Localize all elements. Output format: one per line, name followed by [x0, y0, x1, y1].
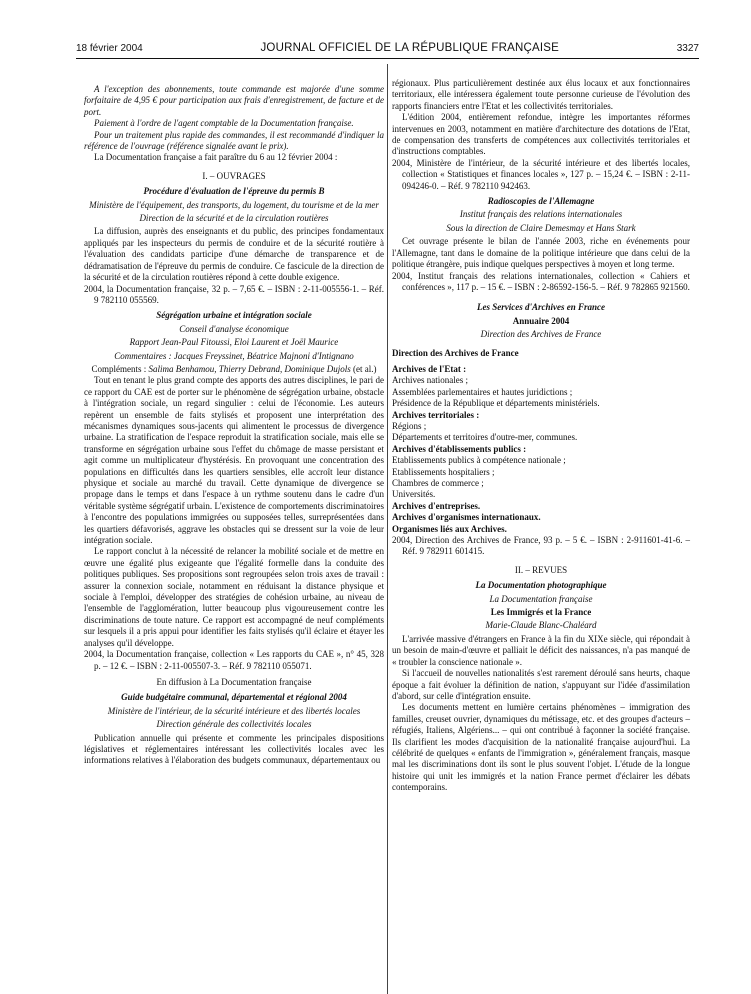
org-item: Chambres de commerce ;: [392, 478, 484, 488]
work-author: Marie-Claude Blanc-Chaléard: [485, 620, 597, 631]
org-item: Présidence de la République et départements ministériels.: [392, 398, 600, 409]
work-description: Publication annuelle qui présente et commente les principales dispositions législatives et réglementaires intéressant les collectivités locales avec les informations relatives à l'élaboration des budgets communaux, départementaux ou: [84, 732, 384, 766]
work-description: L'édition 2004, entièrement refondue, intègre les importantes réformes intervenues en 2003, notamment en matière d'architecture des dotations de l'Etat, de compensation des transferts de compétences aux collectivités territoriales et d'instructions comptables.: [392, 112, 690, 157]
work-direction: Sous la direction de Claire Demesmay et Hans Stark: [446, 222, 636, 233]
work-description: Le rapport conclut à la nécessité de relancer la mobilité sociale et de mettre en œuvre une égalité plus exigeante que l'égalité formelle dans la conduite des politiques publiques. Ses propositions sont regroupées selon trois axes de travail : assurer la connexion sociale, notamment en réduisant la distance physique et sociale à l'emploi, développer des stratégies de cohésion urbaine, au niveau de l'ensemble de l'agglomération, lutter beaucoup plus vigoureusement contre les discriminations de toute nature. Ce rapport est accompagné de neuf compléments sur lesquels il a pris appui pour identifier les faits stylisés qu'il éclaire et étayer les analyses qu'il développe.: [84, 546, 384, 648]
work-reference: 2004, la Documentation française, 32 p. – 7,65 €. – ISBN : 2-11-005556-1. – Réf. 9 782110 055569.: [84, 283, 384, 305]
org-item: Départements et territoires d'outre-mer, communes.: [392, 432, 578, 443]
work-description: Tout en tenant le plus grand compte des apports des autres disciplines, le pari de ce rapport du CAE est de porter sur le phénomène de ségrégation urbaine, obstacle à l'intégration sociale, un regard singulier : celui de l'économie. Les auteurs repèrent un ensemble de faits stylisés et proposent une interprétation des mécanismes dynamiques sous-jacents qui alimentent le processus de divergence urbaine. La stratification de l'espace reproduit la stratification sociale, mais elle se transforme en ségrégation urbaine sous l'effet du chômage de masse persistant et agit comme un multiplicateur d'hystérésis. En provoquant une concentration des populations en difficultés dans les quartiers sensibles, elle accroît leur distance physique et sociale au marché du travail. Cette dynamique de divergence se propage dans le temps et dans l'espace à un rythme soutenu dans le cadre d'un véritable système ségrégatif urbain. L'existence de comportements discriminatoires à l'encontre des populations immigrées ou supposées telles, surreprésentées dans les quartiers défavorisés, aggrave les obstacles qui se dressent sur la voie de leur intégration sociale.: [84, 375, 384, 546]
work-author: Ministère de l'intérieur, de la sécurité intérieure et des libertés locales: [107, 705, 361, 716]
org-subheading: Archives d'organismes internationaux.: [392, 512, 541, 523]
work-description: régionaux. Plus particulièrement destinée aux élus locaux et aux fonctionnaires territoriaux, elle intéressera également toute personne curieuse de l'évolution des rapports financiers entre l'Etat et les collectivités territoriales.: [392, 78, 690, 111]
work-description: Les documents mettent en lumière certains phénomènes – immigration des familles, creuset ouvrier, dynamiques du métissage, etc. et des groupes d'acteurs – réfugiés, Italiens, Algériens... – qui ont contribué à façonner la société française. Ils clarifient les modes d'acquisition de la nationalité française aujourd'hui. La célébrité de quelques « enfants de l'immigration », généralement français, masque mal les discriminations dont ils sont le plus souvent l'objet. L'étude de la longue histoire qui unit les immigrés et la nation France permet d'éclairer les débats contemporains.: [392, 702, 690, 793]
intro-paragraph: A l'exception des abonnements, toute commande est majorée d'une somme forfaitaire de 4,95 € pour participation aux frais d'enregistrement, de facture et de port.: [84, 84, 384, 117]
left-column: [84, 84, 384, 767]
org-subheading: Archives territoriales :: [392, 409, 480, 420]
org-item: Universités.: [392, 489, 436, 500]
section-heading: II. – REVUES: [514, 564, 568, 575]
org-item: Archives nationales ;: [392, 375, 468, 386]
intro-paragraph: La Documentation française a fait paraître du 6 au 12 février 2004 :: [94, 152, 338, 163]
right-column: [392, 78, 690, 794]
org-subheading: Archives d'entreprises.: [392, 500, 481, 511]
work-reference: 2004, la Documentation française, collection « Les rapports du CAE », n° 45, 328 p. – 12 €. – ISBN : 2-11-005507-3. – Réf. 9 782110 055071.: [84, 649, 384, 671]
work-title: Guide budgétaire communal, départemental et régional 2004: [121, 692, 347, 703]
work-title: Radioscopies de l'Allemagne: [487, 196, 595, 207]
work-author: Direction des Archives de France: [480, 329, 602, 340]
work-author: Institut français des relations internationales: [459, 209, 623, 220]
work-description: La diffusion, auprès des enseignants et du public, des principes fondamentaux appliqués par les inspecteurs du permis de conduire et de la sécurité routière à l'évaluation des candidats participe d'une démarche de transparence et de dédramatisation de l'épreuve du permis de conduire. Ce fascicule de la direction de la sécurité et de la circulation routières répond à cette double exigence.: [84, 226, 384, 283]
org-subheading: Archives de l'Etat :: [392, 363, 467, 374]
work-publisher: La Documentation française: [489, 593, 593, 604]
work-reference: 2004, Ministère de l'intérieur, de la sécurité intérieure et des libertés locales, collection « Statistiques et finances locales », 127 p. – 15,24 €. – ISBN : 2-11-094246-0. – Réf. 9 782110 942463.: [392, 157, 690, 191]
work-description: Cet ouvrage présente le bilan de l'année 2003, riche en événements pour l'Allemagne, tant dans le domaine de la politique intérieure que dans celui de la politique étrangère, puis indique quelques perspectives à moyen et long terme.: [392, 236, 690, 270]
org-item: Régions ;: [392, 420, 427, 431]
work-title: La Documentation photographique: [475, 580, 607, 591]
work-commentary: Commentaires : Jacques Freyssinet, Béatrice Majnoni d'Intignano: [114, 350, 354, 361]
intro-paragraph: Pour un traitement plus rapide des commandes, il est recommandé d'indiquer la référence de l'ouvrage (référence signalée avant le prix).: [84, 129, 384, 152]
org-item: Etablissements publics à compétence nationale ;: [392, 455, 566, 466]
work-subtitle: Les Immigrés et la France: [490, 607, 592, 618]
section-heading: I. – OUVRAGES: [202, 170, 266, 181]
work-title: Procédure d'évaluation de l'épreuve du permis B: [143, 186, 325, 197]
work-description: L'arrivée massive d'étrangers en France à la fin du XIXe siècle, qui répondait à un besoin de main-d'œuvre et palliait le déficit des naissances, n'a pas manqué de « troubler la conscience nationale ».: [392, 633, 690, 667]
header-date: 18 février 2004: [76, 43, 143, 54]
header-journal-title: JOURNAL OFFICIEL DE LA RÉPUBLIQUE FRANÇAISE: [260, 42, 559, 54]
org-item: Etablissements hospitaliers ;: [392, 466, 495, 477]
org-subheading: Organismes liés aux Archives.: [392, 523, 507, 534]
work-description: Si l'accueil de nouvelles nationalités s'est rarement déroulé sans heurts, chaque époque a fait évoluer la définition de nation, s'appuyant sur l'idée d'assimilation d'abord, sur celle d'intégration ensuite.: [392, 668, 690, 701]
page-header: [76, 42, 699, 58]
header-rule: [76, 58, 699, 59]
org-item: Assemblées parlementaires et hautes juridictions ;: [392, 386, 573, 397]
work-report: Rapport Jean-Paul Fitoussi, Eloi Laurent et Joël Maurice: [129, 337, 339, 348]
work-reference: 2004, Institut français des relations internationales, collection « Cahiers et conférences », 117 p. – 15 €. – ISBN : 2-86592-156-5. – Réf. 9 782865 921560.: [392, 270, 690, 292]
work-subauthor: Direction de la sécurité et de la circulation routières: [139, 213, 329, 224]
work-title: Ségrégation urbaine et intégration sociale: [156, 310, 312, 321]
work-subtitle: Annuaire 2004: [512, 315, 570, 326]
work-subauthor: Direction générale des collectivités locales: [156, 719, 312, 730]
work-reference: 2004, Direction des Archives de France, 93 p. – 5 €. – ISBN : 2-911601-41-6. – Réf. 9 782911 601415.: [392, 535, 690, 557]
org-heading: Direction des Archives de France: [392, 347, 519, 358]
work-author: Ministère de l'équipement, des transports, du logement, du tourisme et de la mer: [89, 199, 379, 210]
work-complements: Compléments : Salima Benhamou, Thierry Debrand, Dominique Dujols (et al.): [91, 363, 377, 374]
work-author: Conseil d'analyse économique: [179, 323, 289, 334]
column-separator: [387, 64, 388, 994]
diffusion-note: En diffusion à La Documentation française: [156, 676, 312, 687]
work-title: Les Services d'Archives en France: [477, 302, 605, 313]
header-page-number: 3327: [676, 43, 699, 54]
intro-paragraph: Paiement à l'ordre de l'agent comptable de la Documentation française.: [94, 118, 354, 129]
org-subheading: Archives d'établissements publics :: [392, 443, 527, 454]
